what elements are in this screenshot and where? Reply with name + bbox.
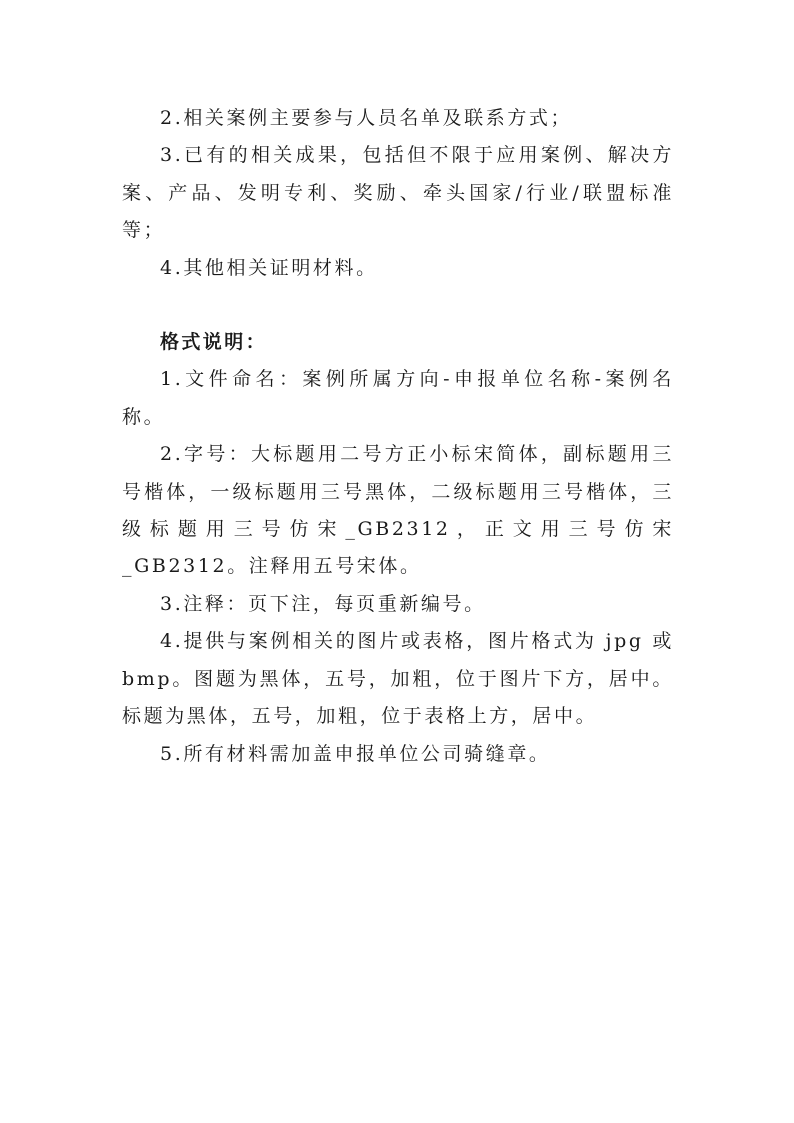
format-item-2: 2.字号：大标题用二号方正小标宋简体，副标题用三号楷体，一级标题用三号黑体，二级标题用三号楷体，三级标题用三号仿宋_GB2312，正文用三号仿宋_GB2312。注释用五号宋体。 [122, 443, 674, 578]
format-item-4: 4.提供与案例相关的图片或表格，图片格式为 jpg 或 bmp。图题为黑体，五号，加粗，位于图片下方，居中。标题为黑体，五号，加粗，位于表格上方，居中。 [122, 630, 674, 728]
format-heading: 格式说明： [160, 331, 268, 354]
section-spacer [122, 287, 674, 324]
format-item-5: 5.所有材料需加盖申报单位公司骑缝章。 [160, 742, 551, 765]
requirement-item-2: 2.相关案例主要参与人员名单及联系方式； [160, 107, 573, 129]
document-body [122, 100, 674, 773]
requirement-item-3: 3.已有的相关成果，包括但不限于应用案例、解决方案、产品、发明专利、奖励、牵头国家/行业/联盟标准等； [122, 144, 674, 242]
format-item-1: 1.文件命名：案例所属方向-申报单位名称-案例名称。 [122, 368, 674, 428]
requirement-item-4: 4.其他相关证明材料。 [160, 256, 378, 279]
format-item-3: 3.注释：页下注，每页重新编号。 [160, 592, 486, 615]
